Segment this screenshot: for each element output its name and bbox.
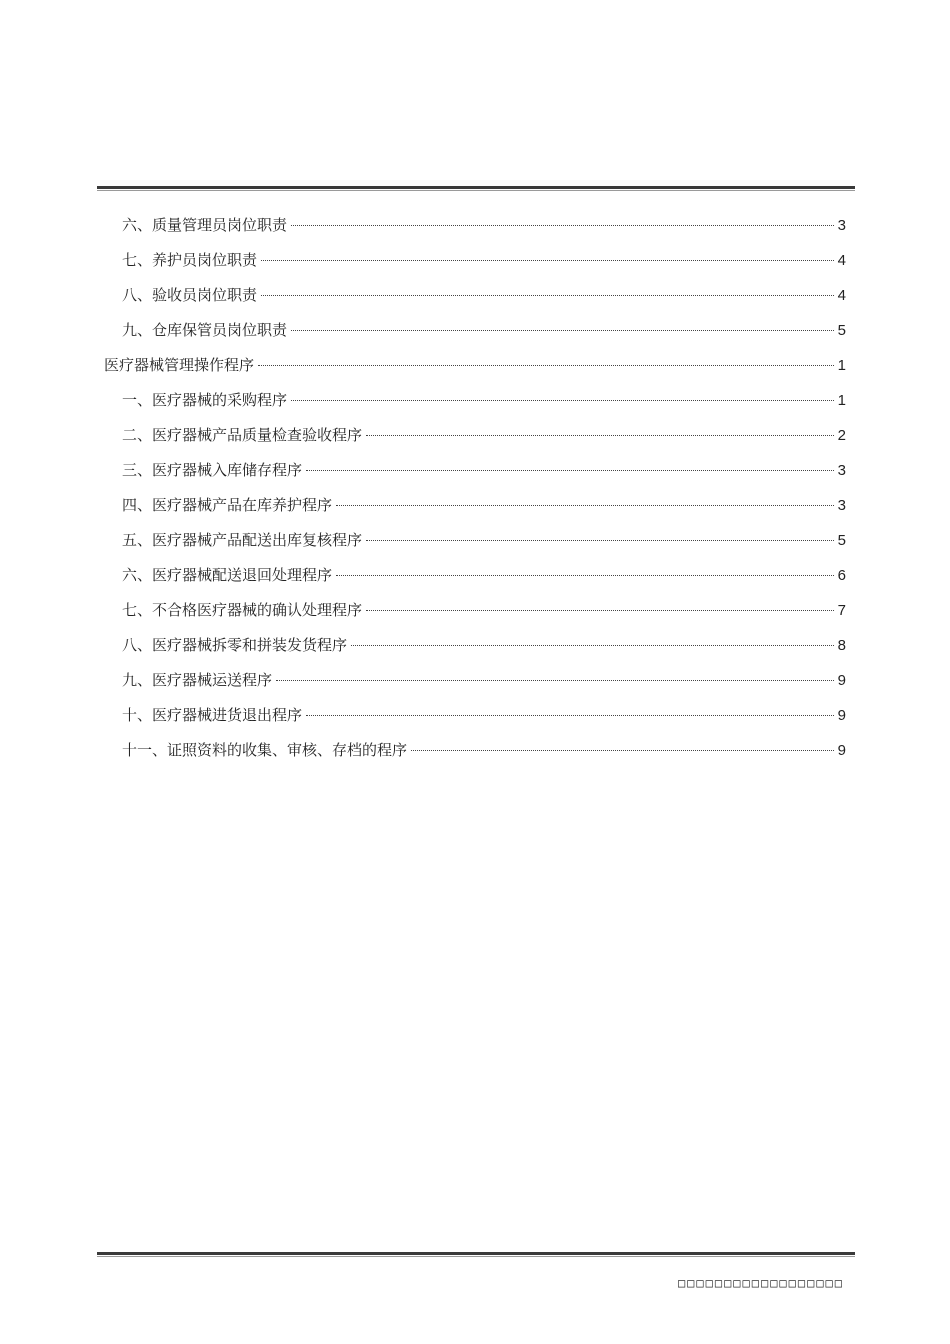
toc-entry[interactable] [104, 313, 846, 348]
toc-dot-leader [291, 330, 834, 331]
toc-dot-leader [411, 750, 834, 751]
toc-dot-leader [291, 400, 834, 401]
toc-entry-label: 一、医疗器械的采购程序 [122, 391, 288, 409]
toc-section-entry[interactable] [104, 348, 846, 383]
toc-entry-page: 7 [837, 602, 846, 619]
toc-entry-page: 3 [837, 462, 846, 479]
toc-dot-leader [276, 680, 834, 681]
toc-entry-page: 5 [837, 322, 846, 339]
toc-entry-page: 9 [837, 742, 846, 759]
toc-entry[interactable] [104, 698, 846, 733]
toc-entry[interactable] [104, 418, 846, 453]
toc-entry-page: 5 [837, 532, 846, 549]
toc-entry-label: 七、养护员岗位职责 [122, 251, 258, 269]
toc-entry-page: 6 [837, 567, 846, 584]
toc-entry[interactable] [104, 243, 846, 278]
toc-entry-page: 3 [837, 497, 846, 514]
toc-entry-page: 9 [837, 672, 846, 689]
toc-dot-leader [366, 610, 834, 611]
toc-entry[interactable] [104, 278, 846, 313]
table-of-contents [104, 208, 846, 768]
toc-entry-page: 9 [837, 707, 846, 724]
toc-dot-leader [336, 575, 834, 576]
toc-entry[interactable] [104, 593, 846, 628]
footer-text: □□□□□□□□□□□□□□□□□□ [677, 1276, 844, 1290]
toc-dot-leader [261, 260, 834, 261]
toc-entry-label: 三、医疗器械入库储存程序 [122, 461, 303, 479]
toc-entry-page: 4 [837, 252, 846, 269]
toc-entry[interactable] [104, 383, 846, 418]
footer-rule [97, 1252, 855, 1257]
toc-entry-label: 六、质量管理员岗位职责 [122, 216, 288, 234]
toc-entry-page: 2 [837, 427, 846, 444]
toc-entry-page: 1 [837, 392, 846, 409]
toc-entry[interactable] [104, 523, 846, 558]
toc-dot-leader [258, 365, 834, 366]
toc-entry[interactable] [104, 733, 846, 768]
toc-entry[interactable] [104, 488, 846, 523]
header-rule [97, 186, 855, 191]
toc-entry-label: 八、验收员岗位职责 [122, 286, 258, 304]
toc-entry-label: 九、仓库保管员岗位职责 [122, 321, 288, 339]
toc-dot-leader [366, 540, 834, 541]
toc-entry-page: 1 [837, 357, 846, 374]
toc-entry[interactable] [104, 558, 846, 593]
toc-entry-label: 二、医疗器械产品质量检查验收程序 [122, 426, 363, 444]
toc-dot-leader [351, 645, 834, 646]
toc-entry-label: 五、医疗器械产品配送出库复核程序 [122, 531, 363, 549]
toc-dot-leader [336, 505, 834, 506]
toc-dot-leader [366, 435, 834, 436]
toc-dot-leader [306, 715, 834, 716]
toc-entry-page: 3 [837, 217, 846, 234]
toc-entry-label: 十一、证照资料的收集、审核、存档的程序 [122, 741, 408, 759]
toc-entry[interactable] [104, 453, 846, 488]
toc-entry-label: 八、医疗器械拆零和拼装发货程序 [122, 636, 348, 654]
toc-entry-label: 七、不合格医疗器械的确认处理程序 [122, 601, 363, 619]
toc-entry[interactable] [104, 663, 846, 698]
toc-entry-label: 四、医疗器械产品在库养护程序 [122, 496, 333, 514]
toc-entry-page: 4 [837, 287, 846, 304]
toc-entry-label: 医疗器械管理操作程序 [104, 356, 255, 374]
toc-entry[interactable] [104, 208, 846, 243]
toc-entry-label: 九、医疗器械运送程序 [122, 671, 273, 689]
toc-entry-label: 十、医疗器械进货退出程序 [122, 706, 303, 724]
toc-dot-leader [291, 225, 834, 226]
toc-entry-label: 六、医疗器械配送退回处理程序 [122, 566, 333, 584]
toc-entry[interactable] [104, 628, 846, 663]
toc-dot-leader [306, 470, 834, 471]
toc-entry-page: 8 [837, 637, 846, 654]
toc-dot-leader [261, 295, 834, 296]
